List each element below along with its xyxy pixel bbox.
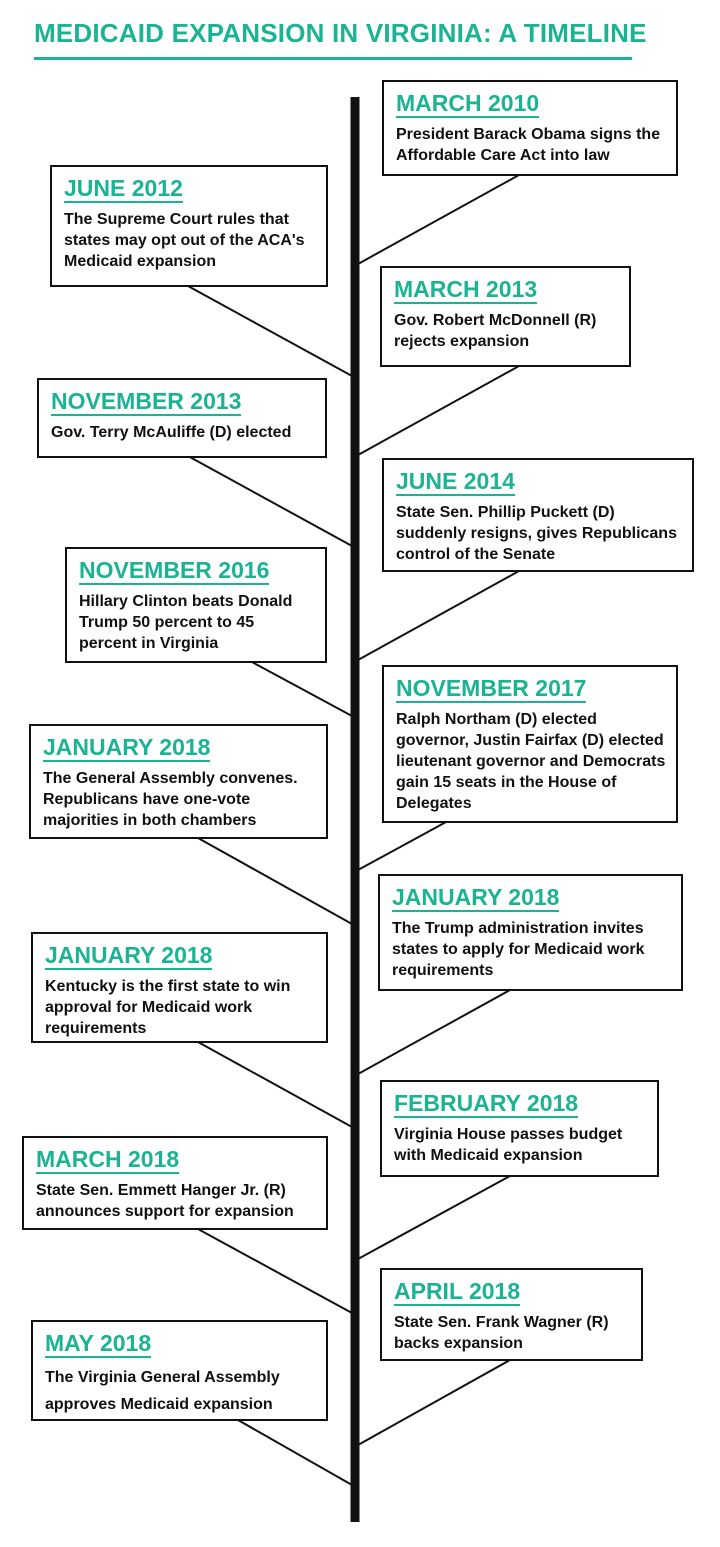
event-description: State Sen. Frank Wagner (R) backs expansion [394, 1314, 609, 1352]
event-description: The Supreme Court rules that states may opt out of the ACA's Medicaid expansion [64, 211, 305, 270]
event-date: JANUARY 2018 [392, 884, 560, 910]
event-description: Virginia House passes budget with Medicaid expansion [394, 1126, 623, 1164]
event-description: Hillary Clinton beats Donald Trump 50 percent to 45 percent in Virginia [79, 593, 293, 652]
connector-line [358, 571, 519, 660]
connector-line [358, 175, 519, 264]
event-june-2014 [382, 458, 694, 572]
event-january-2018-kentucky [31, 932, 328, 1043]
connector-line [188, 286, 352, 376]
event-march-2018 [22, 1136, 328, 1230]
event-description: The General Assembly convenes. Republicans have one-vote majorities in both chambers [43, 770, 298, 829]
event-description: The Trump administration invites states to apply for Medicaid work requirements [392, 920, 645, 979]
event-date: MARCH 2010 [396, 90, 540, 116]
connector-line [358, 822, 446, 870]
connector-line [198, 1042, 352, 1127]
event-description: Gov. Terry McAuliffe (D) elected [51, 424, 292, 441]
connector-line [358, 1176, 510, 1259]
event-november-2016 [65, 547, 327, 663]
event-description: Kentucky is the first state to win approval for Medicaid work requirements [45, 978, 291, 1037]
event-description: State Sen. Phillip Puckett (D) suddenly resigns, gives Republicans control of the Senate [396, 504, 677, 563]
event-description: Gov. Robert McDonnell (R) rejects expansion [394, 312, 597, 350]
connector-line [188, 456, 352, 546]
connector-line [358, 1360, 510, 1445]
event-march-2013 [380, 266, 631, 367]
event-may-2018 [31, 1320, 328, 1421]
event-november-2013 [37, 378, 327, 458]
event-april-2018 [380, 1268, 643, 1361]
event-date: JANUARY 2018 [43, 734, 211, 760]
connector-line [198, 838, 352, 924]
event-date: NOVEMBER 2017 [396, 675, 587, 701]
connector-line [238, 1420, 352, 1485]
connector-line [252, 662, 352, 716]
event-date: NOVEMBER 2016 [79, 557, 270, 583]
connector-line [358, 366, 519, 455]
event-january-2018-assembly [29, 724, 328, 839]
event-date: FEBRUARY 2018 [394, 1090, 579, 1116]
event-date: JUNE 2012 [64, 175, 183, 201]
connector-line [198, 1229, 352, 1313]
event-march-2010 [382, 80, 678, 176]
event-description: State Sen. Emmett Hanger Jr. (R) announces support for expansion [36, 1182, 294, 1220]
event-february-2018 [380, 1080, 659, 1177]
event-date: MARCH 2013 [394, 276, 538, 302]
event-description: The Virginia General Assembly approves Medicaid expansion [45, 1369, 280, 1413]
event-description: Ralph Northam (D) elected governor, Justin Fairfax (D) elected lieutenant governor and Democrats gain 15 seats in the House of Delegates [396, 711, 666, 812]
event-june-2012 [50, 165, 328, 287]
connector-line [358, 990, 510, 1074]
event-date: JANUARY 2018 [45, 942, 213, 968]
event-description: President Barack Obama signs the Affordable Care Act into law [396, 126, 661, 164]
event-date: APRIL 2018 [394, 1278, 521, 1304]
event-date: MAY 2018 [45, 1330, 152, 1356]
event-date: NOVEMBER 2013 [51, 388, 242, 414]
page-title: MEDICAID EXPANSION IN VIRGINIA: A TIMELINE [34, 18, 647, 48]
event-november-2017 [382, 665, 678, 823]
event-date: JUNE 2014 [396, 468, 515, 494]
event-january-2018-trump [378, 874, 683, 991]
event-date: MARCH 2018 [36, 1146, 180, 1172]
